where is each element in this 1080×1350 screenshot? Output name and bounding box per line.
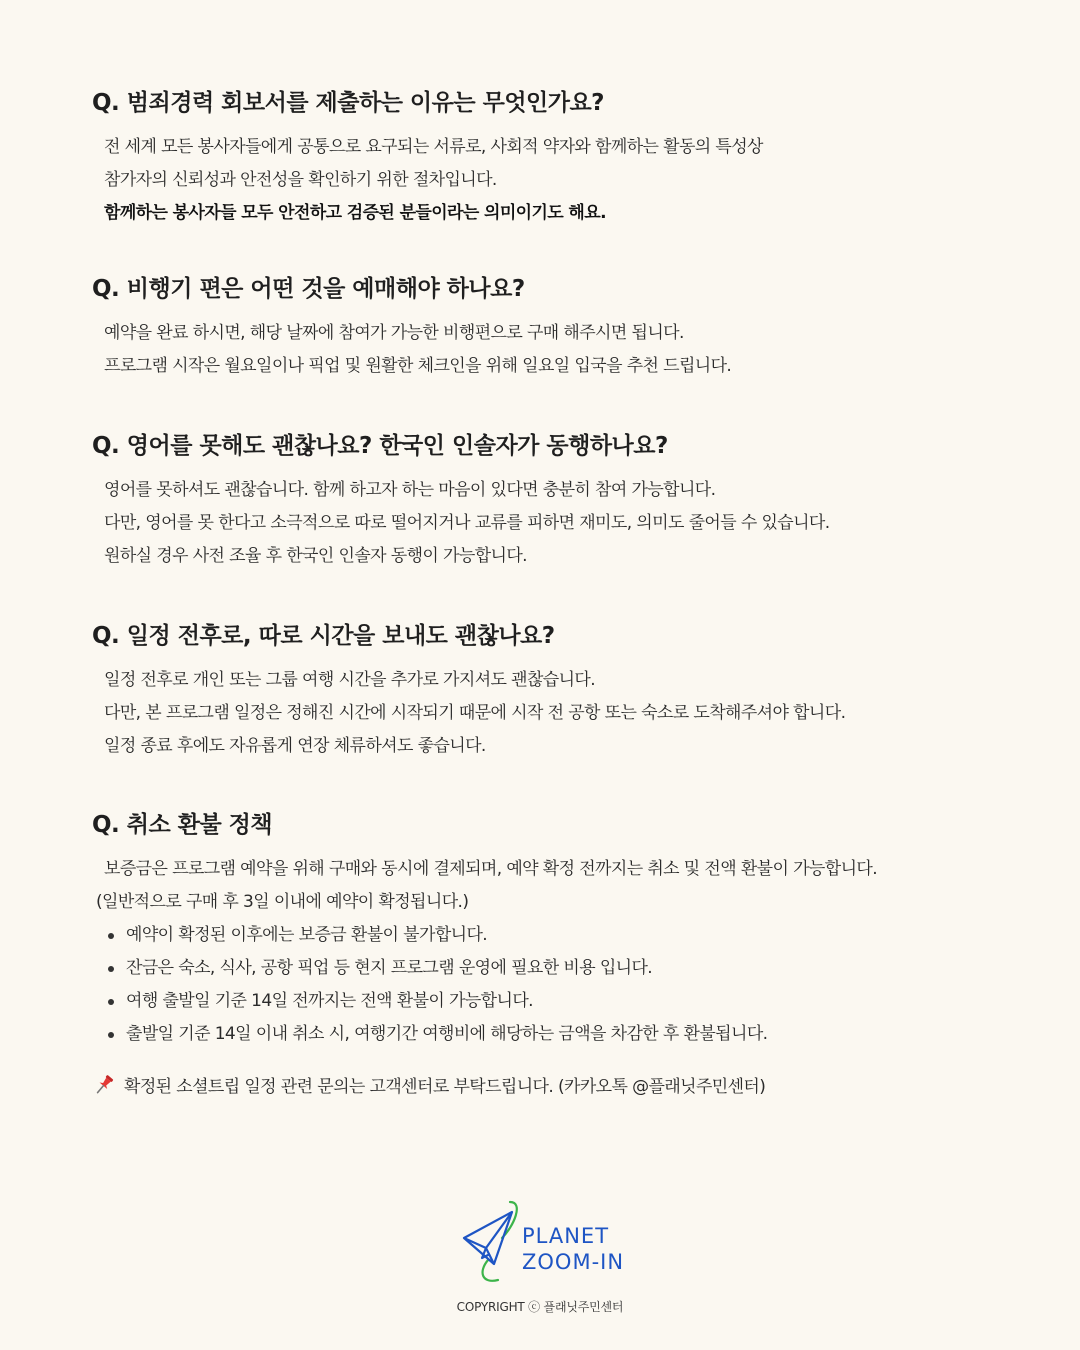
answer-line: 원하실 경우 사전 조율 후 한국인 인솔자 동행이 가능합니다. [104, 546, 527, 566]
bullet-icon [108, 1032, 114, 1038]
notice-text: 확정된 소셜트립 일정 관련 문의는 고객센터로 부탁드립니다. (카카오톡 @플래닛주민센터) [124, 1077, 766, 1097]
answer-line: 일정 전후로 개인 또는 그룹 여행 시간을 추가로 가지셔도 괜찮습니다. [104, 670, 596, 690]
faq-answer [92, 853, 1032, 919]
answer-line: 전 세계 모든 봉사자들에게 공통으로 요구되는 서류로, 사회적 약자와 함께하는 활동의 특성상 [104, 137, 763, 157]
faq-answer [92, 664, 1032, 763]
answer-note: (일반적으로 구매 후 3일 이내에 예약이 확정됩니다.) [96, 892, 469, 912]
answer-line: 참가자의 신뢰성과 안전성을 확인하기 위한 절차입니다. [104, 170, 497, 190]
list-item [104, 952, 1032, 985]
bullet-icon [108, 966, 114, 972]
faq-section-english [92, 427, 1032, 573]
faq-question: Q. 비행기 편은 어떤 것을 예매해야 하나요? [92, 276, 525, 302]
pushpin-icon [92, 1073, 116, 1097]
faq-question: Q. 일정 전후로, 따로 시간을 보내도 괜찮나요? [92, 623, 555, 649]
list-item [104, 1018, 1032, 1051]
faq-answer [92, 474, 1032, 573]
answer-emphasis: 함께하는 봉사자들 모두 안전하고 검증된 분들이라는 의미이기도 해요. [104, 203, 606, 223]
list-item-text: 잔금은 숙소, 식사, 공항 픽업 등 현지 프로그램 운영에 필요한 비용 입니다. [126, 958, 653, 978]
list-item [104, 919, 1032, 952]
answer-line: 일정 종료 후에도 자유롭게 연장 체류하셔도 좋습니다. [104, 736, 486, 756]
bullet-icon [108, 999, 114, 1005]
contact-notice [92, 1072, 765, 1097]
faq-section-flight [92, 270, 1032, 383]
refund-bullet-list [92, 919, 1032, 1051]
bullet-icon [108, 933, 114, 939]
list-item-text: 여행 출발일 기준 14일 전까지는 전액 환불이 가능합니다. [126, 991, 533, 1011]
list-item-text: 예약이 확정된 이후에는 보증금 환불이 불가합니다. [126, 925, 488, 945]
answer-line: 예약을 완료 하시면, 해당 날짜에 참여가 가능한 비행편으로 구매 해주시면 됩니다. [104, 323, 684, 343]
faq-section-criminal-record [92, 84, 1032, 230]
faq-section-free-time [92, 617, 1032, 763]
faq-answer [92, 131, 1032, 230]
answer-line: 보증금은 프로그램 예약을 위해 구매와 동시에 결제되며, 예약 확정 전까지는 취소 및 전액 환불이 가능합니다. [104, 859, 878, 879]
faq-question: Q. 취소 환불 정책 [92, 812, 273, 838]
faq-question: Q. 영어를 못해도 괜찮나요? 한국인 인솔자가 동행하나요? [92, 433, 668, 459]
answer-line: 다만, 영어를 못 한다고 소극적으로 따로 떨어지거나 교류를 피하면 재미도, 의미도 줄어들 수 있습니다. [104, 513, 830, 533]
answer-line: 프로그램 시작은 월요일이나 픽업 및 원활한 체크인을 위해 일요일 입국을 추천 드립니다. [104, 356, 732, 376]
faq-section-refund-policy [92, 806, 1032, 1051]
faq-answer [92, 317, 1032, 383]
answer-line: 영어를 못하셔도 괜찮습니다. 함께 하고자 하는 마음이 있다면 충분히 참여 가능합니다. [104, 480, 716, 500]
list-item [104, 985, 1032, 1018]
planet-zoom-in-logo [458, 1196, 628, 1286]
list-item-text: 출발일 기준 14일 이내 취소 시, 여행기간 여행비에 해당하는 금액을 차감한 후 환불됩니다. [126, 1024, 768, 1044]
logo-text-line2: ZOOM-IN [522, 1250, 625, 1274]
faq-question: Q. 범죄경력 회보서를 제출하는 이유는 무엇인가요? [92, 90, 605, 116]
copyright-text: COPYRIGHT ⓒ 플래닛주민센터 [456, 1300, 624, 1314]
answer-line: 다만, 본 프로그램 일정은 정해진 시간에 시작되기 때문에 시작 전 공항 또는 숙소로 도착해주셔야 합니다. [104, 703, 846, 723]
logo-text-line1: PLANET [522, 1224, 610, 1248]
